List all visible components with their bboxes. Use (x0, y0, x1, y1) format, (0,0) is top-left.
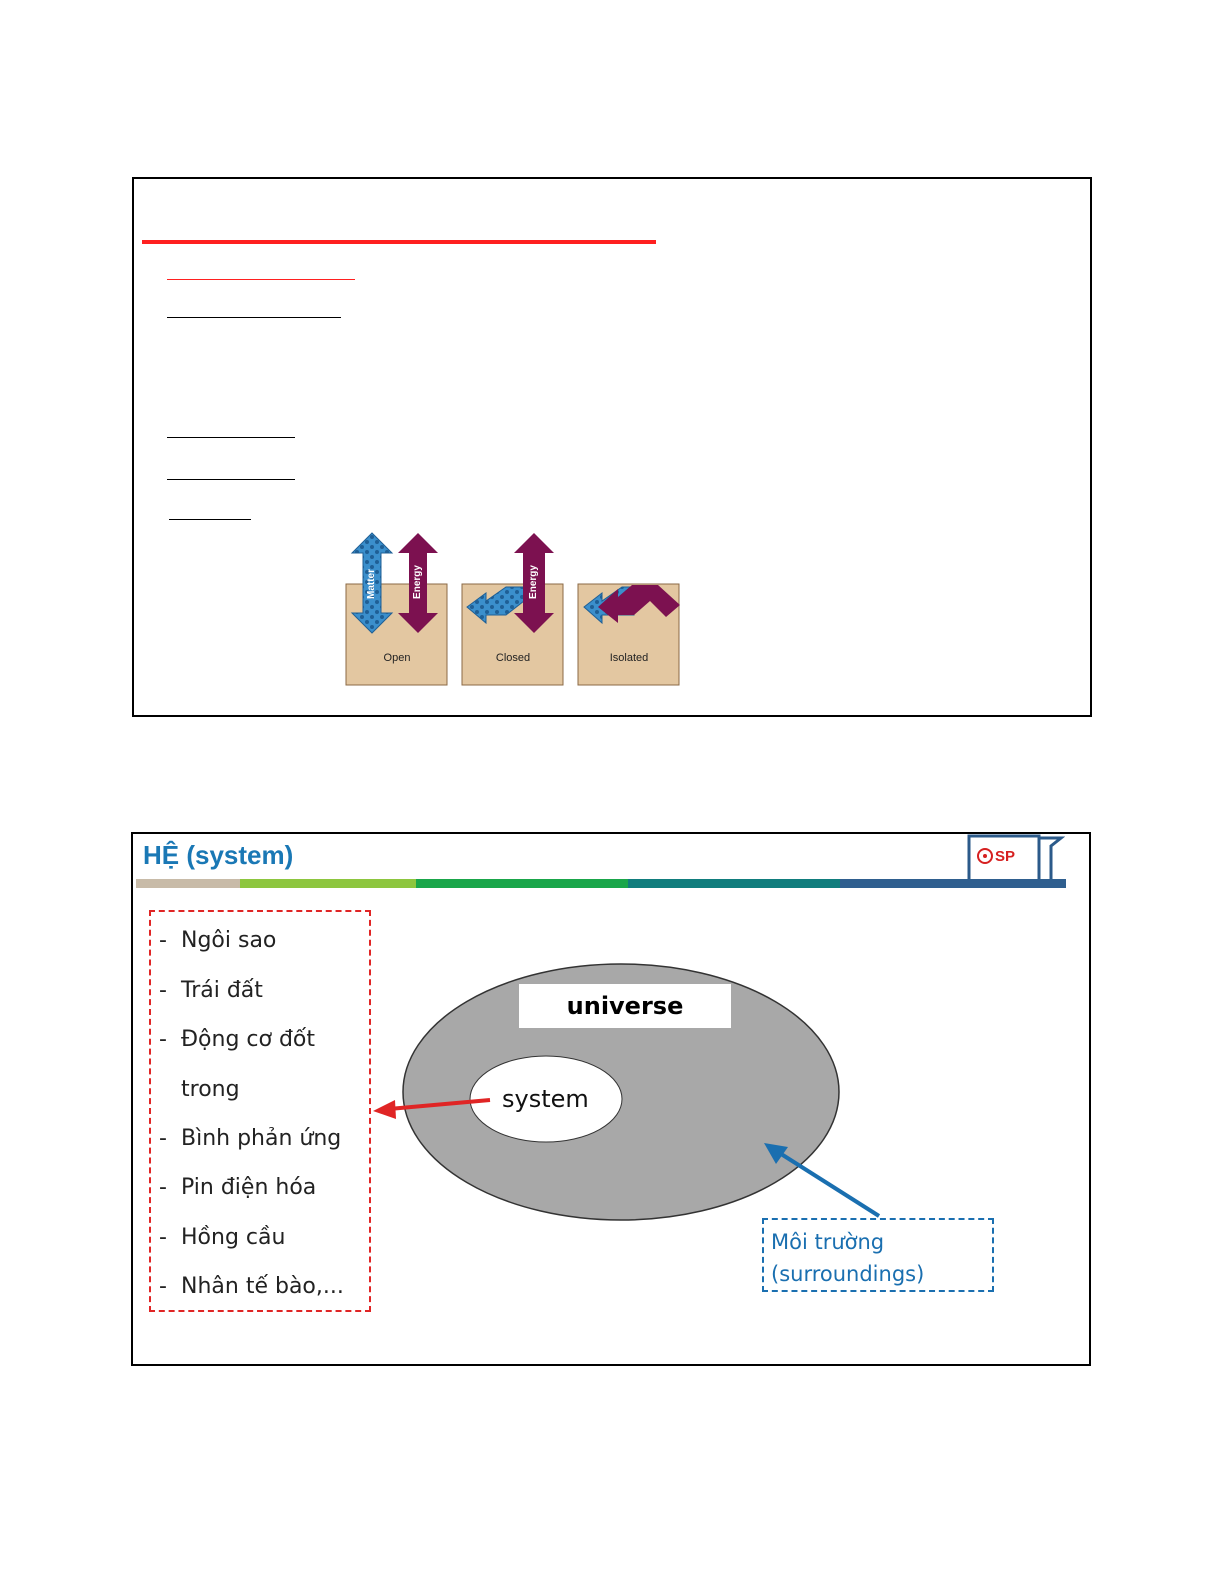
system-label: system (502, 1085, 589, 1113)
surroundings-line1: Môi trường (771, 1230, 885, 1254)
open-box (346, 584, 447, 685)
system-types-figure (134, 179, 1094, 719)
surroundings-line2: (surroundings) (771, 1262, 925, 1286)
energy-arrow-label: Energy (412, 565, 423, 599)
list-item: - Động cơ đốt (159, 1027, 316, 1052)
system-arrowhead-icon (373, 1100, 396, 1119)
surroundings-arrow (778, 1152, 879, 1216)
universe-label: universe (519, 984, 731, 1028)
list-item: - Nhân tế bào,... (159, 1274, 344, 1299)
slide-system (131, 832, 1091, 1366)
slide-title: HỆ (system) (143, 840, 294, 870)
isolated-label: Isolated (609, 652, 649, 664)
closed-energy-arrow-label: Energy (528, 565, 539, 599)
surroundings-box (762, 1218, 994, 1292)
closed-label: Closed (495, 652, 531, 664)
slide-open-closed-isolated (132, 177, 1092, 717)
list-item: - Hồng cầu (159, 1225, 286, 1250)
list-item: trong (181, 1077, 240, 1102)
list-item: - Ngôi sao (159, 928, 277, 953)
open-label: Open (383, 652, 411, 664)
list-item: - Bình phản ứng (159, 1126, 342, 1151)
matter-arrow-label: Matter (366, 569, 377, 600)
list-item: - Pin điện hóa (159, 1175, 317, 1200)
logo-text: SP (995, 848, 1016, 865)
list-item: - Trái đất (159, 978, 263, 1003)
